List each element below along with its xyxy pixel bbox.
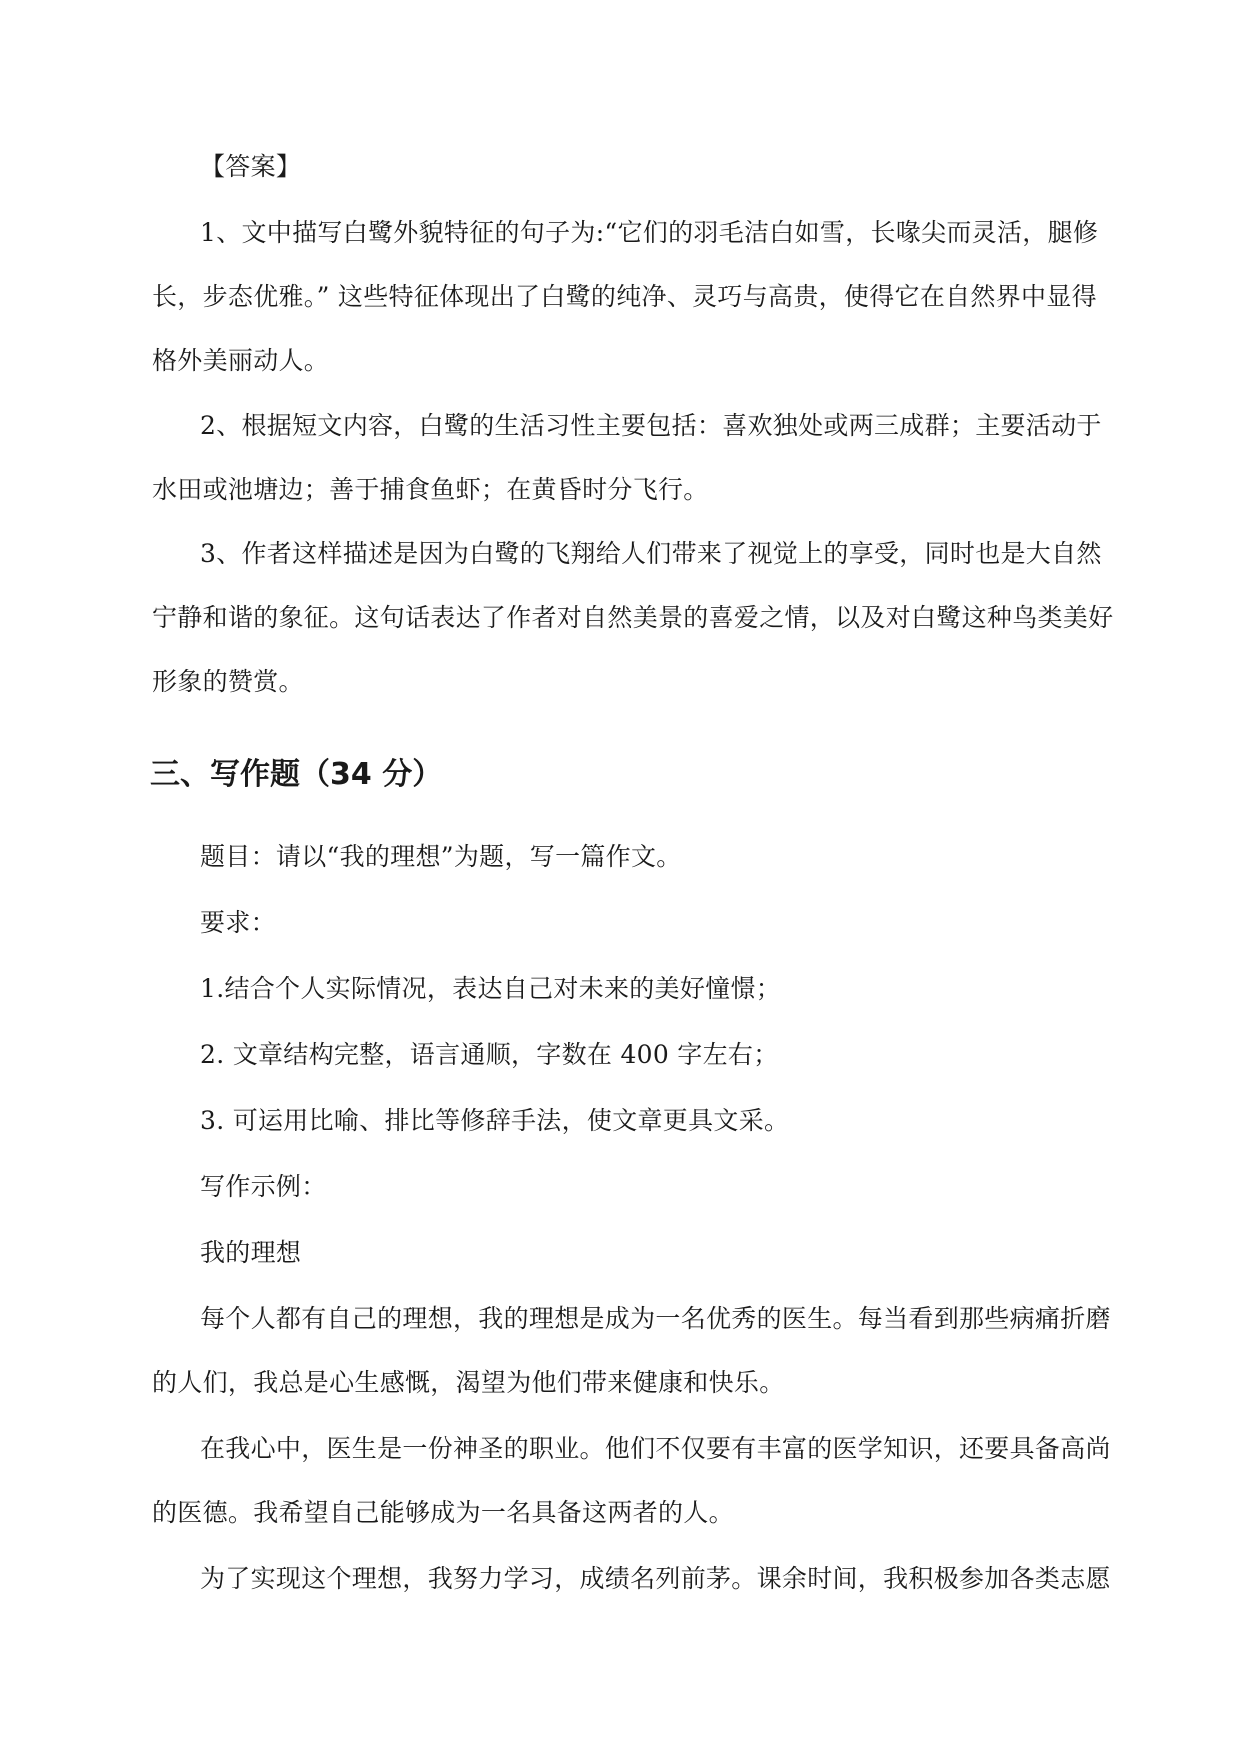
answer-3-line-1: 3、作者这样描述是因为白鹭的飞翔给人们带来了视觉上的享受，同时也是大自然 [200, 539, 1102, 568]
requirement-3: 3. 可运用比喻、排比等修辞手法，使文章更具文采。 [200, 1106, 790, 1135]
essay-para-1-line-1: 每个人都有自己的理想，我的理想是成为一名优秀的医生。每当看到那些病痛折磨 [200, 1304, 1111, 1333]
answer-2-line-2: 水田或池塘边；善于捕食鱼虾；在黄昏时分飞行。 [152, 475, 709, 504]
section-heading-writing: 三、写作题（34 分） [150, 757, 443, 792]
requirement-1: 1.结合个人实际情况，表达自己对未来的美好憧憬； [200, 974, 782, 1003]
requirement-2: 2. 文章结构完整，语言通顺，字数在 400 字左右； [200, 1040, 779, 1069]
essay-para-1-line-2: 的人们，我总是心生感慨，渴望为他们带来健康和快乐。 [152, 1368, 785, 1397]
essay-title: 我的理想 [200, 1238, 302, 1267]
essay-para-3-line-1: 为了实现这个理想，我努力学习，成绩名列前茅。课余时间，我积极参加各类志愿 [200, 1564, 1111, 1593]
answer-label: 【答案】 [200, 152, 302, 181]
answer-1-line-2: 长，步态优雅。” 这些特征体现出了白鹭的纯净、灵巧与高贵，使得它在自然界中显得 [152, 282, 1097, 311]
essay-para-2-line-1: 在我心中，医生是一份神圣的职业。他们不仅要有丰富的医学知识，还要具备高尚 [200, 1434, 1111, 1463]
answer-1-line-3: 格外美丽动人。 [152, 346, 330, 375]
answer-1-line-1: 1、文中描写白鹭外貌特征的句子为:“它们的羽毛洁白如雪，长喙尖而灵活，腿修 [200, 218, 1099, 247]
writing-prompt: 题目：请以“我的理想”为题，写一篇作文。 [200, 842, 682, 871]
answer-3-line-3: 形象的赞赏。 [152, 667, 304, 696]
essay-para-2-line-2: 的医德。我希望自己能够成为一名具备这两者的人。 [152, 1498, 734, 1527]
answer-2-line-1: 2、根据短文内容，白鹭的生活习性主要包括：喜欢独处或两三成群；主要活动于 [200, 411, 1102, 440]
example-label: 写作示例： [200, 1172, 327, 1201]
requirements-label: 要求： [200, 908, 276, 937]
answer-3-line-2: 宁静和谐的象征。这句话表达了作者对自然美景的喜爱之情，以及对白鹭这种鸟类美好 [152, 603, 1114, 632]
